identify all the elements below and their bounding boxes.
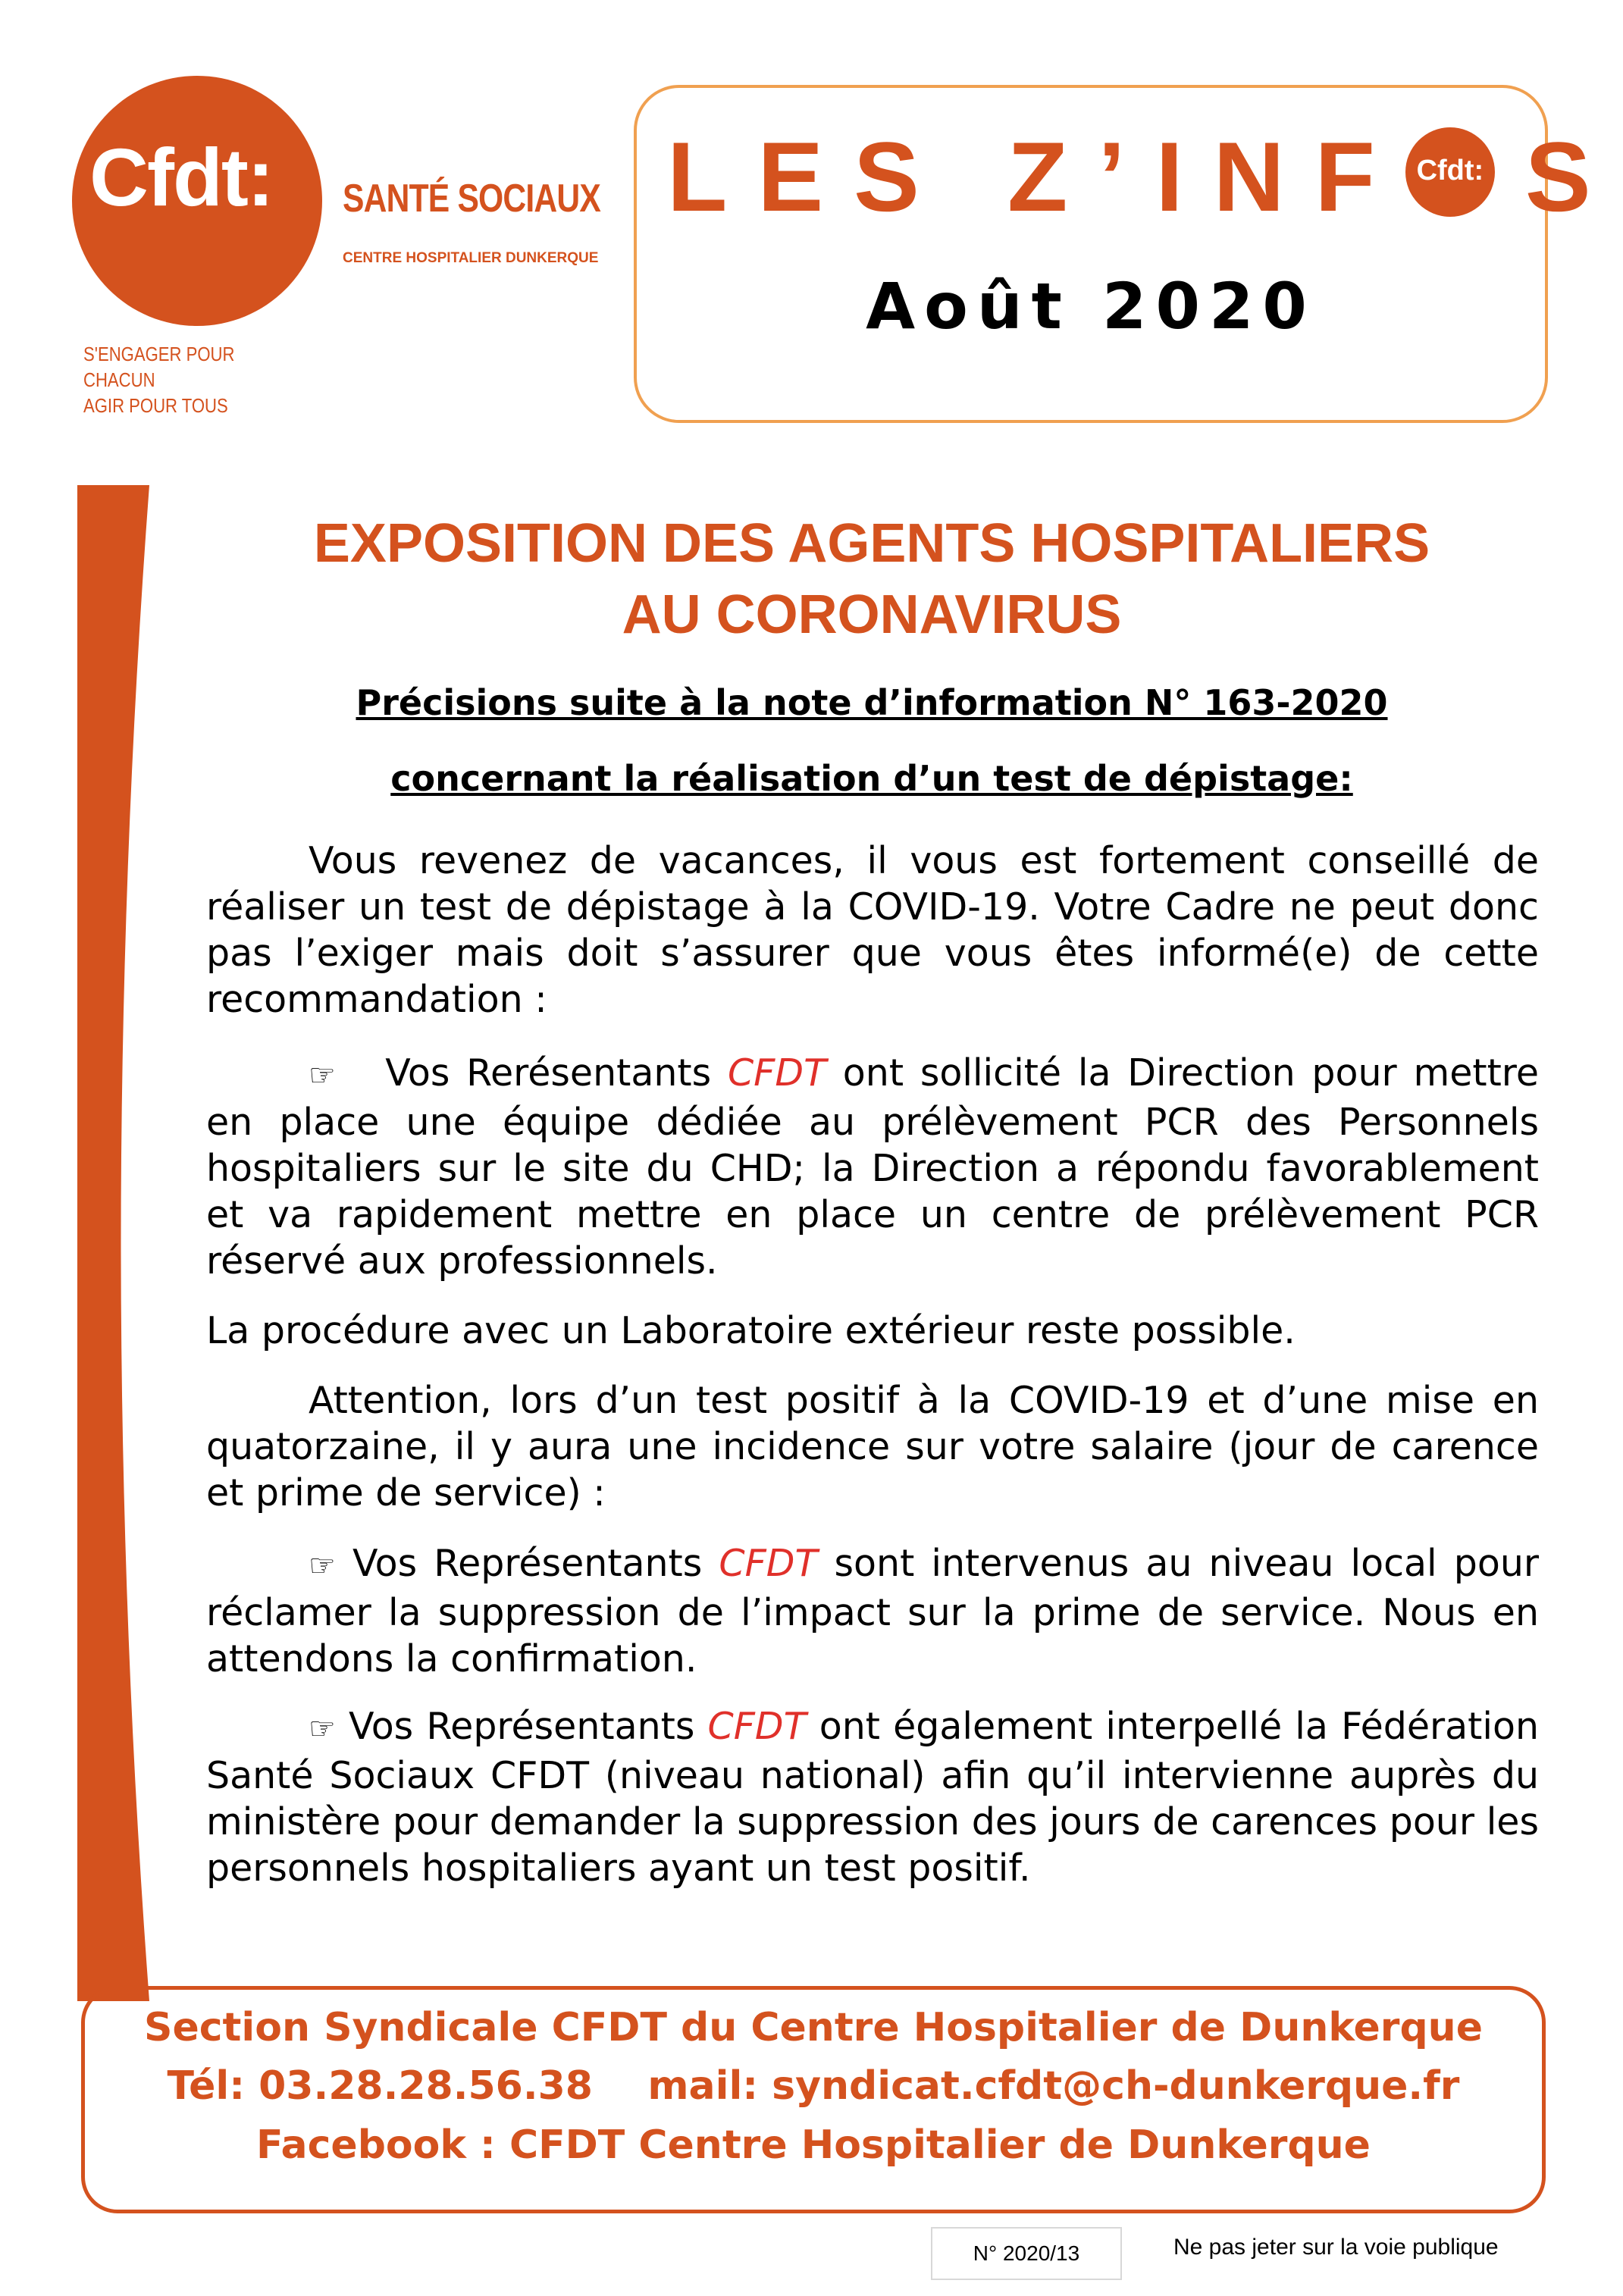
issue-date: Août 2020	[866, 269, 1316, 343]
decorative-side-bar	[77, 485, 168, 2001]
footer-facebook: Facebook : CFDT Centre Hospitalier de Dunkerque	[256, 2122, 1371, 2168]
paragraph-6-text: ont également interpellé la Fédération Santé Sociaux CFDT (niveau national) afin qu’il intervienne auprès du ministère pour demander la suppression des jours de carences pour les personnels hospitaliers ayant un test positif.	[206, 1705, 1539, 1890]
paragraph-2	[206, 1050, 1539, 1284]
article-subtitle-1: Précisions suite à la note d’information N° 163-2020	[356, 682, 1388, 723]
issue-number: N° 2020/13	[931, 2227, 1122, 2280]
logo-slogan	[83, 341, 302, 418]
article-title	[197, 508, 1546, 650]
litter-notice: Ne pas jeter sur la voie publique	[1173, 2235, 1499, 2260]
cfdt-highlight: CFDT	[727, 1051, 827, 1095]
cfdt-logo-text: Cfdt:	[89, 131, 273, 223]
title-part-2: S	[1524, 121, 1621, 232]
badge-text: Cfdt:	[1416, 155, 1484, 186]
cfdt-highlight: CFDT	[719, 1542, 818, 1585]
cfdt-highlight: CFDT	[707, 1705, 807, 1748]
article-title-line-1: EXPOSITION DES AGENTS HOSPITALIERS	[313, 513, 1430, 574]
article-title-line-2: AU CORONAVIRUS	[622, 584, 1122, 645]
slogan-line-1: S'ENGAGER POUR CHACUN	[83, 343, 235, 391]
newsletter-title	[667, 121, 1621, 232]
footer-phone-mail: Tél: 03.28.28.56.38 mail: syndicat.cfdt@ch-dunkerque.fr	[167, 2063, 1460, 2109]
title-part-1: LES Z’INF	[667, 121, 1405, 232]
paragraph-2-lead: Vos Rerésentants	[385, 1051, 712, 1095]
paragraph-4: Attention, lors d’un test positif à la COVID-19 et d’une mise en quatorzaine, il y aura une incidence sur votre salaire (jour de carence et prime de service) :	[206, 1379, 1539, 1514]
article-subtitle-2: concernant la réalisation d’un test de dépistage:	[390, 758, 1353, 799]
pointing-hand-icon: ☞	[309, 1058, 336, 1093]
pointing-hand-icon: ☞	[309, 1549, 336, 1583]
paragraph-5-lead: Vos Représentants	[352, 1542, 703, 1585]
paragraph-5	[206, 1540, 1539, 1682]
logo-subdivision: CENTRE HOSPITALIER DUNKERQUE	[343, 250, 599, 266]
pointing-hand-icon: ☞	[309, 1712, 336, 1746]
slogan-line-2: AGIR POUR TOUS	[83, 394, 228, 417]
paragraph-5-text: sont intervenus au niveau local pour réclamer la suppression de l’impact sur la prime de service. Nous en attendons la confirmation.	[206, 1542, 1540, 1680]
paragraph-3: La procédure avec un Laboratoire extérieur reste possible.	[206, 1309, 1296, 1352]
logo-division: SANTÉ SOCIAUX	[343, 177, 600, 221]
footer-section-name: Section Syndicale CFDT du Centre Hospitalier de Dunkerque	[144, 2005, 1483, 2050]
paragraph-6-lead: Vos Représentants	[348, 1705, 695, 1748]
cfdt-badge-icon	[1405, 127, 1495, 217]
paragraph-6	[206, 1703, 1539, 1891]
paragraph-1: Vous revenez de vacances, il vous est fortement conseillé de réaliser un test de dépistage à la COVID-19. Votre Cadre ne peut donc pas l’exiger mais doit s’assurer que vous êtes informé(e) de cette recommandation :	[206, 839, 1539, 1021]
paragraph-2-text: ont sollicité la Direction pour mettre en place une équipe dédiée au prélèvement PCR des Personnels hospitaliers sur le site du CHD; la Direction a répondu favorablement et va rapidement mettre en place un centre de prélèvement PCR réservé aux professionnels.	[206, 1051, 1539, 1283]
